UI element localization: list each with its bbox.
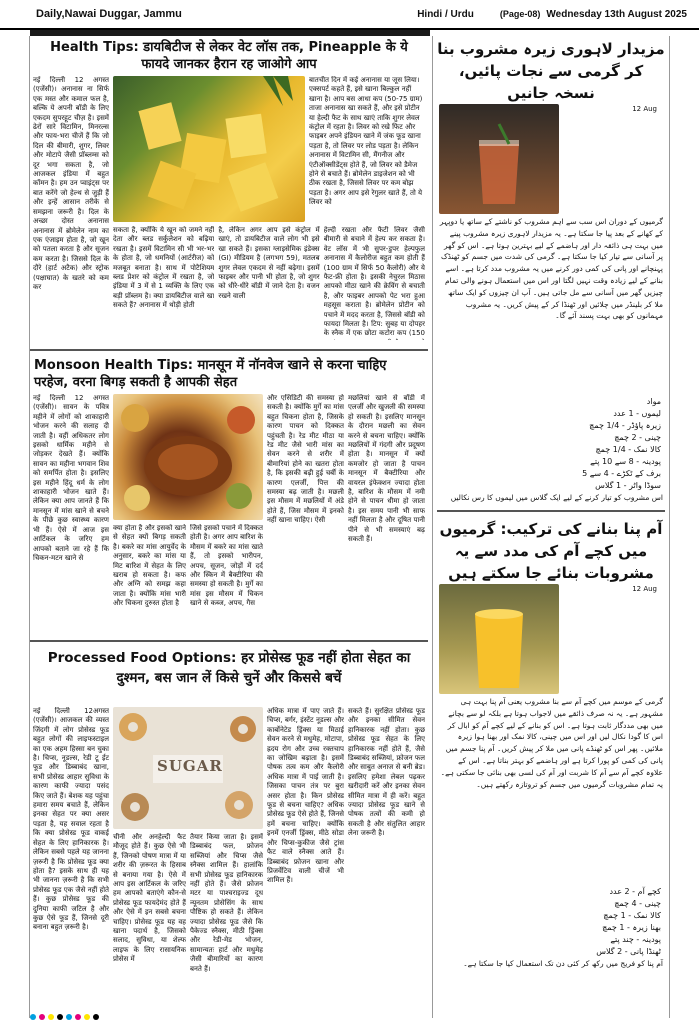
- ingredient-item: سوڈا واٹر - 1 گلاس: [595, 481, 661, 490]
- article-column: नई दिल्ली 12 अगस्त (एजेंसी)। सावन के पवित्र महीने में लोगों को शाकाहारी भोजन करने की सलाह दी जाती है। वहीं अधिकतर लोग इसको धार्मिक महीने से जोड़कर देखते हैं। क्योंकि सावन का महीना भगवान शिव को समर्पित होता है। इसलिए इस महीने हिंदू धर्म के लोग शाकाहारी भोजन खाते हैं। लेकिन क्या आप जानते हैं कि मानसून में मांस खाने से बचने के पीछे कुछ स्वास्थ्य कारण भी हैं। ऐसे में आज इस आर्टिकल के जरिए हम आपको बताने जा रहे हैं कि चिकन-मटन खाने से: [33, 394, 109, 562]
- article-aam-panna: [433, 516, 669, 1016]
- article-body: گرمیوں کے دوران اس سب سے اہم مشروب کو ناشتے کے ساتھ یا دوپہر کے کھانے کے بعد پیا جا سکتا ہے۔ یہ مزیدار لاہوری زیرہ مشروب پینے میں بہت ہی ذائقہ دار اور ہاضمے کے لیے بہترین ہوتا ہے۔ اس کو گھر پر آسانی سے تیار کیا جا سکتا ہے۔ گرمی کی شدت میں جسم کو ٹھنڈک پہنچانے اور پانی کی کمی دور کرنے میں یہ مشروب مدد کرتا ہے۔ اسے بنانے کے لیے زیادہ وقت نہیں لگتا اور اس میں استعمال ہونے والی تمام چیزیں گھر میں آسانی سے مل جاتی ہیں۔ آپ ان چیزوں کو ایک ساتھ ملا کر بلینڈر میں چلائیں اور ٹھنڈا کر کے پیش کریں۔ یہ مشروب مہمانوں کو بھی بہت پسند آئے گا۔: [439, 217, 663, 321]
- print-registration-dots: [30, 1014, 99, 1020]
- publication-name: Daily,Nawai Duggar, Jammu: [36, 8, 182, 20]
- right-margin-rule: [669, 36, 670, 1018]
- article-headline: Processed Food Options: हर प्रोसेस्ड फूड नहीं होता सेहत का दुश्मन, बस जान लें किसे चुनें और किससे बचें: [47, 650, 411, 686]
- ingredient-item: لیموں - 1 عدد: [613, 409, 661, 418]
- ingredient-item: بھنا زیرہ - 1 چمچ: [602, 923, 661, 932]
- registration-dot: [84, 1014, 90, 1020]
- hindi-section: [30, 36, 428, 1018]
- article-footer: آم پنا کو فریج میں رکھ کر کئی دن تک استعمال کیا جا سکتا ہے۔: [463, 959, 663, 968]
- ingredient-item: پودینہ - 8 سے 10 پتے: [590, 457, 661, 466]
- article-pineapple: [30, 36, 428, 346]
- registration-dot: [57, 1014, 63, 1020]
- sugar-donuts-image: [113, 707, 263, 829]
- article-column: नई दिल्ली 12 अगस्त (एजेंसी)। अनानास ना सिर्फ एक मस्त और कमाल फल है, बल्कि ये अपनी बॉडी के लिए एकदम सुपरहूट चीज़ है। इसमें ढेरों सारे विटामिन, मिनरल्स और फाय-भरा चीजें हैं कि जो दिल की बीमारी, शुगर, लिवर और मोटापे जैसी प्रॉब्लम्स को दूर भगा सकता है, जो आजकल इंडिया में बहुत कॉमन है। हम उन प्वाइंट्स पर बात करेंगे जो हेल्थ से जुड़ी हैं और इन्हें आसान तरीके से समझना जरूरी है। दिल के अच्छा दोस्त अनानास अनानास में ब्रोमेलेन नाम का एक एंजाइम होता है, जो खून को पतला करता है और सूजन कम करता है। जिससे दिल के दौरे (हार्ट अटैक) और स्ट्रोक (पक्षाघात) के खतरे को कम कर: [33, 76, 109, 291]
- sugar-text: SUGAR: [157, 757, 223, 775]
- article-monsoon: [30, 354, 428, 637]
- article-column: बातचीत दिन में कई अनानास या जूस लिया। एक्सपर्ट कहते हैं, इसे खाना बिल्कुल नहीं खाना है। आप बस आधा कप (50-75 ग्राम) ताजा अनानास खा सकते हैं, और इसे प्रोटीन या हेल्दी फैट के साथ खाएं ताकि शुगर लेवल कंट्रोल में रहता है। लिवर को रखे फिट और फाइबर अपने इंडियन खाने में जंक फूड खाना पड़ता है, तो लिवर पर लोड पड़ता है। लेकिन अनानास में विटामिन सी, मैंगनीज और एंटीऑक्सीडेंट्स होते हैं, जो लिवर को डैमेज होने से बचाते हैं। ब्रोमेलेन डाइजेशन को भी ठीक रखता है, जिससे लिवर पर कम बोझ पड़ता है। अगर आप इसे रेगुलर खाते हैं, तो ये लिवर को: [309, 76, 423, 207]
- ingredient-item: مواد: [646, 397, 661, 406]
- ingredient-item: زیرہ پاؤڈر - 1/4 چمچ: [589, 421, 661, 430]
- dateline: 12 Aug: [632, 105, 657, 113]
- non-veg-food-image: [113, 394, 263, 520]
- article-column: चीनी और अनहेल्दी फैट मौजूद होते हैं। कुछ ऐसे भी हैं, जिनको पोषण मात्रा में या शरीर की ज़रूरत के हिसाब से बनाया गया है। ऐसे में आप इस आर्टिकल के जरिए हम आपको बताएंगे कौन-से प्रोसेस्ड फूड फायदेमंद होते हैं और ऐसे में इन सबसे बचना चाहिए। प्रोसेस्ड फूड यह वह खाना पदार्थ है, जिसको सलाद, सुविधा, या शेल्फ लाइफ के लिए रासायनिक प्रोसेस में: [113, 833, 186, 964]
- registration-dot: [66, 1014, 72, 1020]
- ingredient-item: چینی - 2 چمچ: [614, 433, 661, 442]
- ingredients-list: [433, 396, 669, 492]
- mango-drink-image: [439, 584, 559, 694]
- article-column: सकते हैं। सुरक्षित प्रोसेस्ड फूड और इनका सीमित सेवन हानिकारक नहीं होता। कुछ प्रोसेस्ड फूड सेहत के लिए हानिकारक नहीं होते हैं, जैसे डिब्बाबंद सब्जियां, फ्रोजन फल और साबुत अनाज से बनी ब्रेड। इसलिए हमेशा लेबल पढ़कर खरीदारी करें और इनका सेवन सीमित मात्रा में ही करें। बहुत ज्यादा प्रोसेस्ड फूड खाने से पोषक तत्वों की कमी हो सकती है और संतुलित आहार लेना जरूरी है।: [348, 707, 425, 838]
- article-headline: Monsoon Health Tips: मानसून में नॉनवेज खाने से करना चाहिए परहेज, वरना बिगड़ सकती है आपकी सेहत: [34, 358, 387, 390]
- section-divider: [437, 510, 665, 512]
- article-column: हेल्दी रखता और फैटी लिवर जैसी बीमारी से बचाने में हेल्प कर सकता है। वेट लॉस में भी सुपर-डुपर हेल्पफुल अनानास में कैलोरीज बहुत कम होती हैं (100 ग्राम में सिर्फ 50 कैलोरी) और ये फैट-फ्री होता है। इसकी नेचुरल मिठास आपको मीठा खाने की क्रेविंग से बचाती है, और फाइबर आपको पेट भरा हुआ महसूस कराता है। ब्रोमेलेन प्रोटीन को पचाने में मदद करता है, जिससे बॉडी को फायदा मिलता है। टिप: सुबह या दोपहर के स्नैक में एक छोटा कटोरा कप (150: [323, 226, 425, 338]
- registration-dot: [93, 1014, 99, 1020]
- page-number: (Page-08): [499, 9, 541, 19]
- article-column: सकता है, क्योंकि ये खून को जमने नहीं देता और ब्लड सर्कुलेशन को बढ़िया रखता है। इसमें विटामिन सी भी भर-भर के होता है, जो धमनियों (आर्टरीज) को मजबूत बनाता है। साथ में पोटैशियम ब्लड प्रेशर को कंट्रोल में रखता है, जो इंडिया में 3 में से 1 व्यक्ति के लिए एक बड़ी प्रॉब्लम है। क्या डायबिटीज वाले खा सकते हैं? अनानास में थोड़ी होती: [113, 226, 215, 310]
- article-column: जिसे इसको पचाने में दिक्कत होती है। अगर आप बारिश के मौसम में बकरे का मांस खाते हैं, तो इसको भारीपन, अपच, सूजन, जोड़ों में दर्द और स्किन में बैक्टीरिया की समस्या हो सकती है। मुर्गे का मांस इस मौसम में चिकन खाने से कब्ज, अपच, गैस: [190, 524, 263, 608]
- article-column: अधिक मात्रा में पाए जाते हैं। चिप्स, बर्गर, इंस्टेंट नूडल्स और कार्बोनेटेड ड्रिंक्स या मिठाई सेवन करने से मधुमेह, मोटापा, ह्रदय रोग और उच्च रक्तचाप का जोखिम बढ़ाता है। इसमें पोषक तत्व कम और कैलोरी अधिक मात्रा में पाई जाती है। जिसका पाचन तंत्र पर बुरा असर होता है। किन प्रोसेस्ड फूड से बचना चाहिए? अधिक प्रोसेस्ड फूड ऐसे होते हैं, जिनसे हमें बचना चाहिए। क्योंकि इनमें एनर्जी ड्रिंक्स, मीठे सोडा और चिप्स-कुकीज जैसे ट्रांस फैट वाले स्नैक्स आते हैं। डिब्बाबंद फ्रोजन खाना और प्रिजर्वेटिव वाली चीजें भी शामिल हैं।: [267, 707, 344, 885]
- ingredient-item: کالا نمک - 1 چمچ: [603, 911, 661, 920]
- ingredient-item: ٹھنڈا پانی - 2 گلاس: [596, 947, 661, 956]
- ingredients-list: [433, 886, 669, 958]
- urdu-section: [432, 36, 669, 1018]
- language-label: Hindi / Urdu: [417, 8, 474, 20]
- article-column: मछलियां खाने से बॉडी में एलर्जी और खुजली की समस्या हो सकती है। इसलिए मानसून के दौरान मछली का सेवन करने से बचना चाहिए। क्योंकि मछलियों में गंदगी और प्रदूषण होता है। मानसून में क्यों कमजोर हो जाता है पाचन मानसून में बैक्टीरिया और वायरल इंफेक्शन ज्यादा होता है, बारिश के मौसम में नमी होने से पाचन धीमा हो जाता है। इस समय पानी भी साफ नहीं मिलता है और दूषित पानी पीने से भी समस्याएं बढ़ सकती हैं।: [348, 394, 425, 544]
- article-column: है, लेकिन अगर आप इसे कंट्रोल में खाएं, तो डायबिटीज वाले लोग भी इसे खा सकते हैं। इसका ग्लाइसेमिक इंडेक्स (GI) मीडियम है (लगभग 59), मतलब शुगर लेवल एकदम से नहीं बढ़ेगा। इसमें फाइबर और पानी भी होता है, जो शुगर को धीरे-धीरे बॉडी में जाने देता है। वजन रखने वाली: [218, 226, 320, 300]
- article-headline: مزیدار لاہوری زیرہ مشروب بنا کر گرمی سے نجات پائیں، نسخہ جانیں: [437, 40, 665, 102]
- article-processed-food: [30, 645, 428, 1020]
- registration-dot: [39, 1014, 45, 1020]
- article-column: नई दिल्ली 12अगस्त (एजेंसी)। आजकल की व्यस्त जिंदगी में लोग प्रोसेस्ड फूड बहुत लोगों की लाइफस्टाइल का एक अहम हिस्सा बन चुका है। चिप्स, नूडल्स, रेडी टू ईट फूड और डिब्बाबंद खाना, सभी प्रोसेस्ड आहार सुविधा के कारण काफी ज्यादा पसंद किए जाते हैं। बेशक यह पहुंचा हमारा समय बचाते हैं, लेकिन इनका सेहत पर क्या असर पड़ता है, यह सवाल रहता है कि क्या प्रोसेस्ड फूड वाकई सेहत के लिए हानिकारक है। लेकिन सबसे पहले यह जानना ज़रूरी है कि प्रोसेस्ड फूड क्या होता है? इसके साथ ही यह भी जानना ज़रूरी है कि सभी प्रोसेस्ड फूड एक जैसे नहीं होते हैं। कुछ प्रोसेस्ड फूड की दुनिया काफी जटिल है और कुछ ऐसे फूड हैं, जिनसे दूरी बनाना बहुत ज़रूरी है।: [33, 707, 109, 932]
- article-footer: اس مشروب کو تیار کرنے کے لیے ایک گلاس میں لیموں کا رس نکالیں: [450, 493, 663, 502]
- ingredient-item: پودینہ - چند پتے: [610, 935, 661, 944]
- article-body: گرمی کے موسم میں کچے آم سے بنا مشروب یعنی آم پنا بہت ہی مشہور ہے۔ یہ نہ صرف ذائقے میں لاجواب ہوتا ہے بلکہ لو سے بچانے میں بھی مددگار ثابت ہوتا ہے۔ اس کو بنانے کے لیے کچے آم کو ابال کر اس کا گودا نکال لیں اور اس میں چینی، کالا نمک اور بھنا ہوا زیرہ ملائیں۔ پھر اس کو ٹھنڈے پانی میں ملا کر پیش کریں۔ آم پنا جسم میں پانی کی کمی کو پورا کرتا ہے اور ہاضمے کو بہتر بناتا ہے۔ اس کے علاوہ کچے آم سے آم کا شربت اور آم کی لسی بھی بنائی جا سکتی ہے۔ یہ تمام مشروبات گرمیوں میں جسم کو تروتازہ رکھتے ہیں۔: [440, 697, 663, 789]
- section-divider: [30, 640, 428, 642]
- article-headline: Health Tips: डायबिटीज से लेकर वेट लॉस तक, Pineapple के ये फायदे जानकर हैरान रह जाओगे आप: [50, 40, 408, 72]
- ingredient-item: کچے آم - 2 عدد: [609, 887, 661, 896]
- issue-date: Wednesday 13th August 2025: [546, 8, 687, 20]
- article-column: तैयार किया जाता है। इसमें डिब्बाबंद फल, फ्रोजन सब्जियां और चिप्स जैसे स्नैक्स शामिल हैं। हालांकि सभी प्रोसेस्ड फूड हानिकारक नहीं होते हैं। जैसे फ्रोजन मटर या पाश्चराइज्ड दूध न्यूनतम प्रोसेसिंग के साथ पौष्टिक हो सकते हैं। लेकिन ज्यादा प्रोसेस्ड फूड जैसे कि पैकेज्ड स्नैक्स, मीठी ड्रिंक्स और रेडी-मेड भोजन, सामान्यतः हार्ट और मधुमेह जैसी बीमारियों का कारण बनते हैं।: [190, 833, 263, 973]
- pineapple-image: [113, 76, 305, 222]
- registration-dot: [75, 1014, 81, 1020]
- dateline: 12 Aug: [632, 585, 657, 593]
- registration-dot: [48, 1014, 54, 1020]
- section-divider: [30, 349, 428, 351]
- article-headline: آم پنا بنانے کی ترکیب: گرمیوں میں کچے آم کی مدد سے یہ مشروبات بنائے جا سکتے ہیں: [439, 520, 663, 582]
- ingredient-item: کالا نمک - 1/4 چمچ: [595, 445, 661, 454]
- ingredient-item: چینی - 4 چمچ: [614, 899, 661, 908]
- article-column: और एसिडिटी की समस्या हो सकती है। क्योंकि मुर्गे का मांस बहुत चिकना होता है, जिसके कारण पाचन को दिक्कत पहुंचती है। रेड मीट मीठा या रेड मीट जैसे भारी मांस का सेवन करने से शरीर में बीमारियां होने का खतरा होता है, कि इसकी बढ़ी हुई चर्बी के कारण एलर्जी, पित्त की समस्या बढ़ जाती है। मछली इस मौसम में मछलियों में अंडे होते हैं, जिस मौसम में इनको नहीं खाना चाहिए। ऐसी: [267, 394, 344, 525]
- article-column: क्या होता है और इसको खाने से सेहत क्यों बिगड़ सकती है। बकरे का मांस आयुर्वेद के अनुसार, बकरे का मांस या मिट बारिश में सेहत के लिए खराब हो सकता है। कफ और अग्नि को समझ कहा जाता है। क्योंकि मांस भारी और चिकना दुरुस्त होता है: [113, 524, 186, 608]
- page-header: [0, 0, 699, 30]
- article-lahori-zeera: [433, 36, 669, 506]
- zeera-drink-image: [439, 104, 559, 214]
- ingredient-item: برف کے ٹکڑے - 4 سے 5: [582, 469, 661, 478]
- registration-dot: [30, 1014, 36, 1020]
